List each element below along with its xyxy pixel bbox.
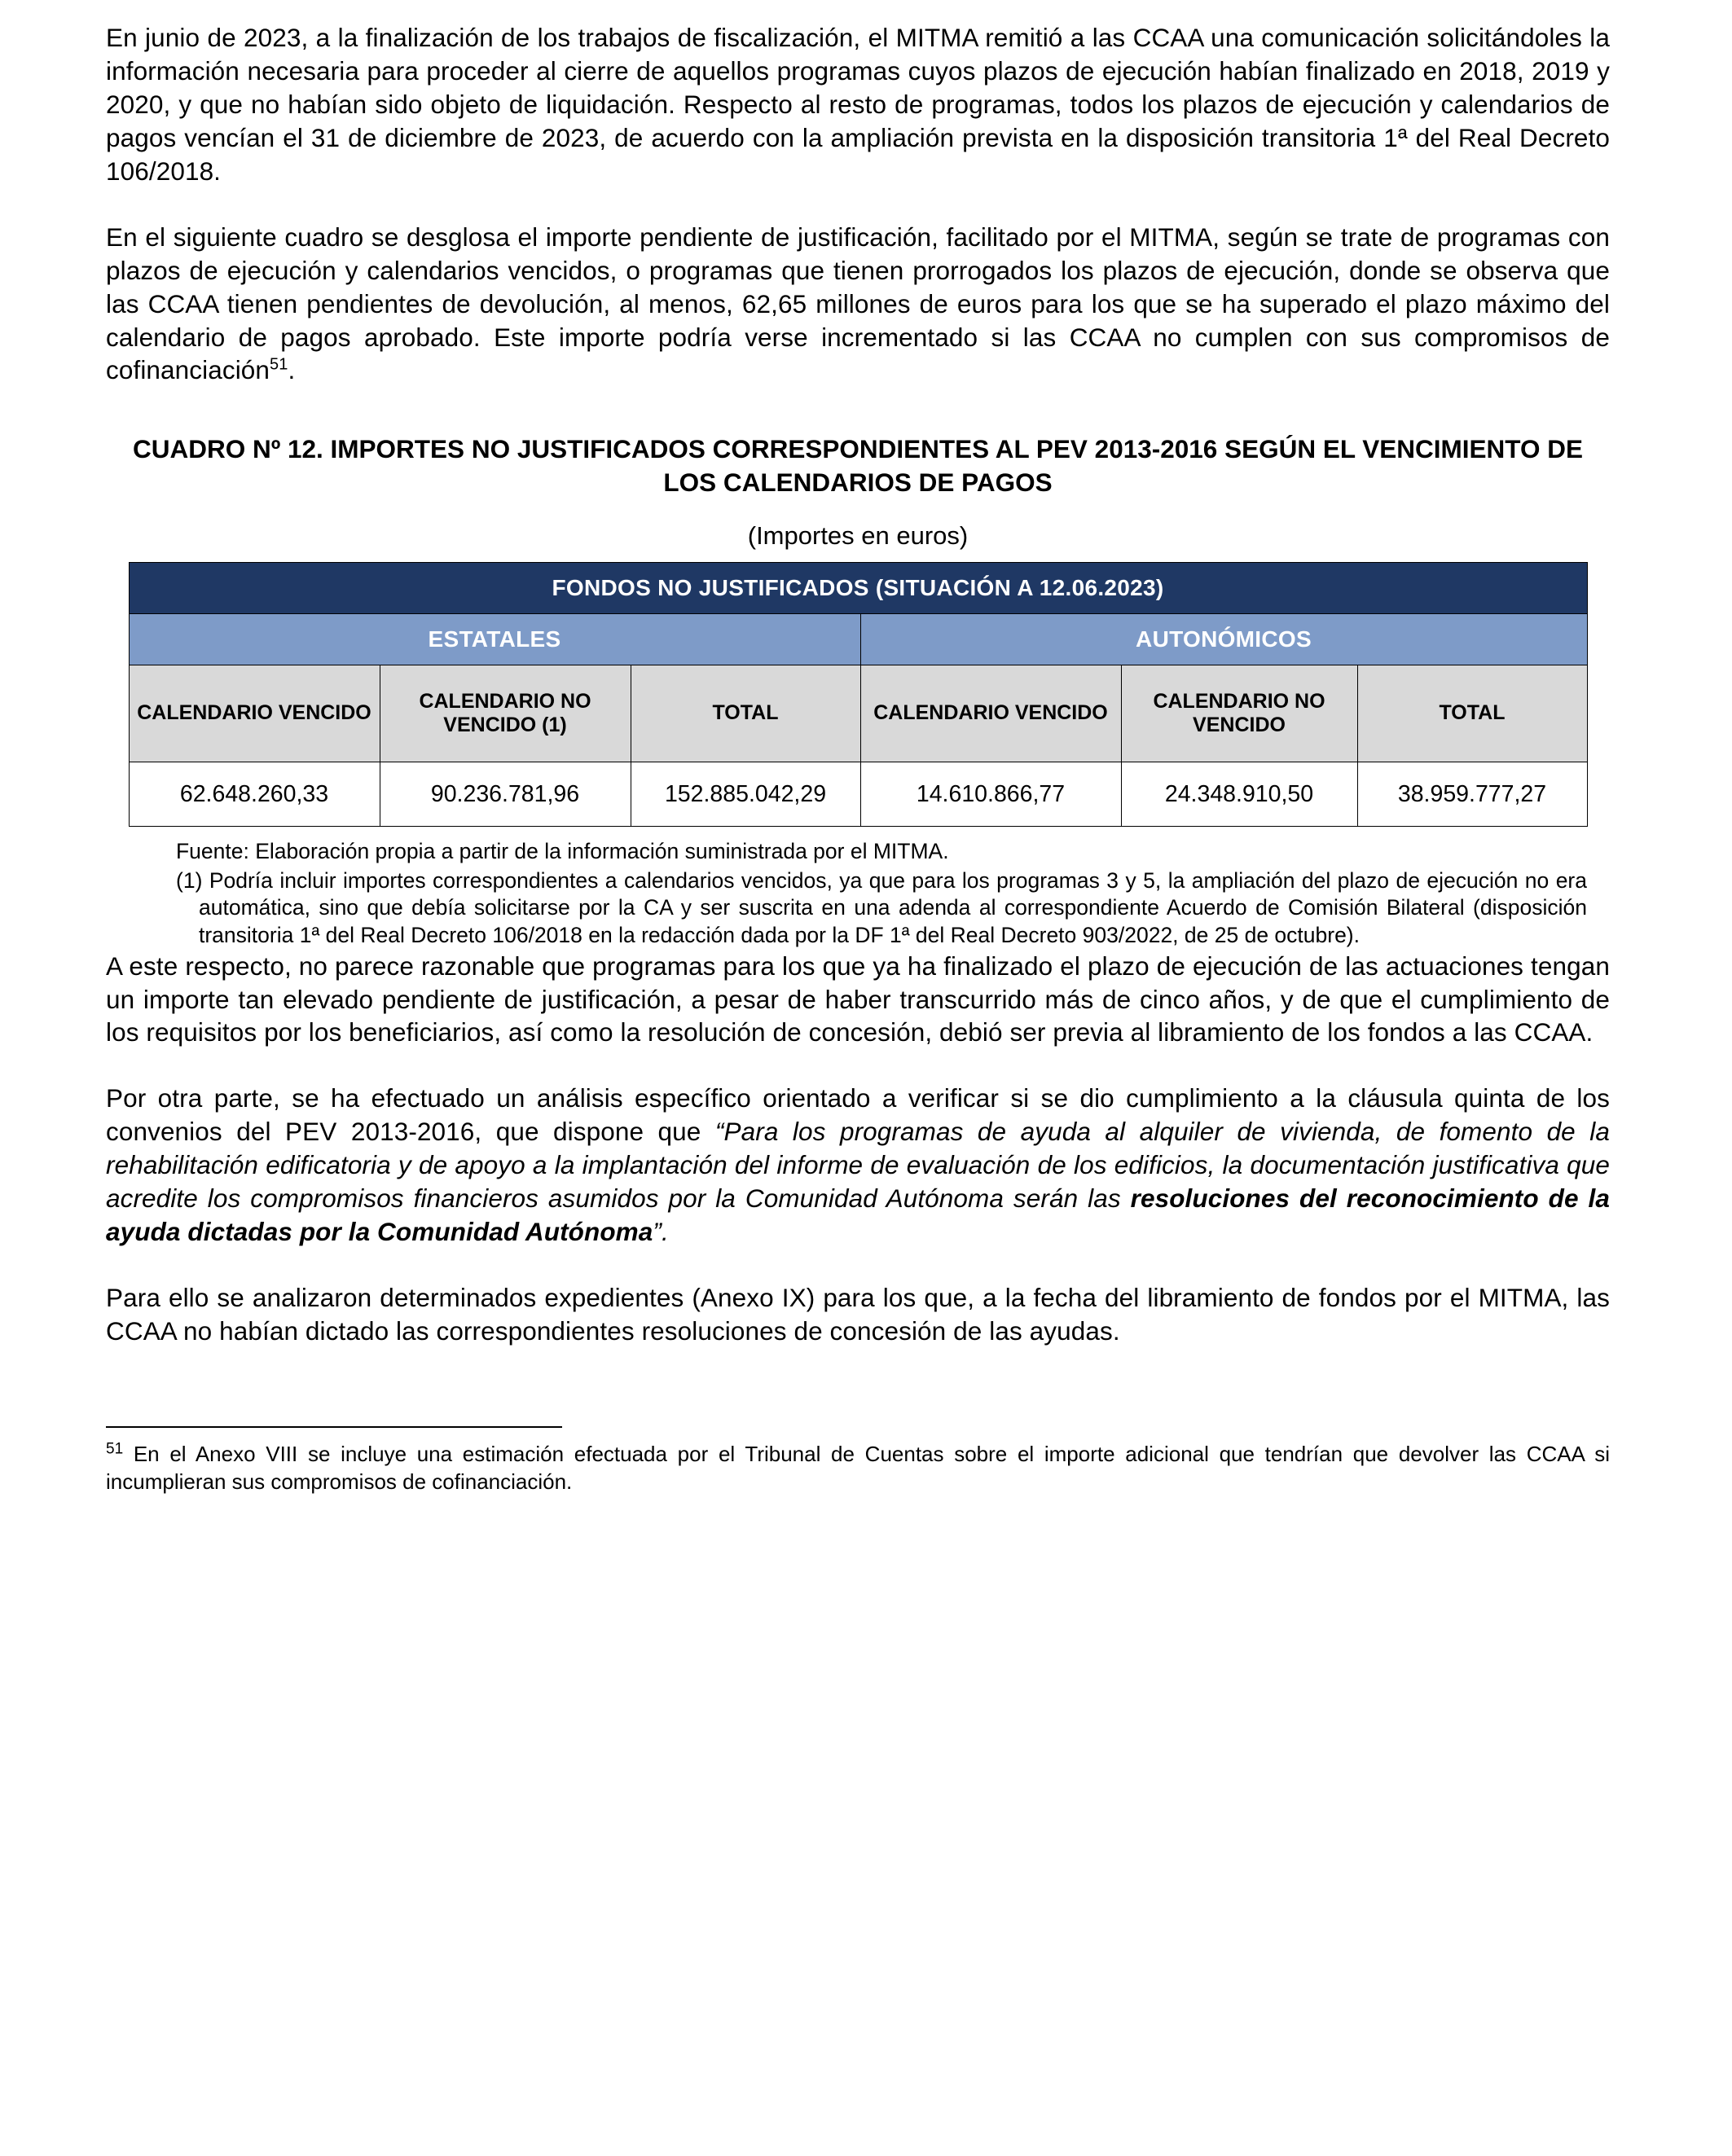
column-header-estatal-total: TOTAL: [631, 665, 860, 762]
column-header-autonomico-total: TOTAL: [1357, 665, 1587, 762]
group-header-estatales: ESTATALES: [129, 614, 860, 665]
table-row: [129, 762, 1587, 827]
column-header-estatal-vencido: CALENDARIO VENCIDO: [129, 665, 380, 762]
fondos-no-justificados-table: [129, 562, 1588, 827]
footnote-section: [106, 1426, 1610, 1496]
footnote-separator: [106, 1426, 562, 1428]
column-header-autonomico-no-vencido: CALENDARIO NO VENCIDO: [1121, 665, 1357, 762]
paragraph-4-quote-end: ”.: [653, 1217, 669, 1247]
column-header-autonomico-vencido: CALENDARIO VENCIDO: [860, 665, 1121, 762]
table-title: CUADRO Nº 12. IMPORTES NO JUSTIFICADOS CORRESPONDIENTES AL PEV 2013-2016 SEGÚN EL VENCIMIENTO DE LOS CALENDARIOS DE PAGOS: [133, 434, 1583, 497]
value-estatal-total: 152.885.042,29: [631, 762, 860, 827]
group-header-autonomicos: AUTONÓMICOS: [860, 614, 1587, 665]
table-source-note: Fuente: Elaboración propia a partir de la información suministrada por el MITMA.: [176, 839, 949, 863]
paragraph-4-quote: “Para los programas de ayuda al alquiler de vivienda, de fomento de la rehabilitación edificatoria y de apoyo a la implantación del informe de evaluación de los edificios, la documentación justificativa que acredite los compromisos financieros asumidos por la Comunidad Autónoma serán las: [106, 1117, 1610, 1214]
value-estatal-no-vencido: 90.236.781,96: [380, 762, 631, 827]
footnote-body: En el Anexo VIII se incluye una estimación efectuada por el Tribunal de Cuentas sobre el importe adicional que tendrían que devolver las CCAA si incumplieran sus compromisos de cofinanciación.: [106, 1441, 1610, 1494]
value-estatal-vencido: 62.648.260,33: [129, 762, 380, 827]
paragraph-4: [106, 1082, 1610, 1249]
table-header-row-main: [129, 563, 1587, 614]
table-note-1: (1) Podría incluir importes correspondientes a calendarios vencidos, ya que para los programas 3 y 5, la ampliación del plazo de ejecución no era automática, sino que debía solicitarse por la CA y ser suscrita en una adenda al correspondiente Acuerdo de Comisión Bilateral (disposición transitoria 1ª del Real Decreto 106/2018 en la redacción dada por la DF 1ª del Real Decreto 903/2022, de 25 de octubre).: [176, 867, 1587, 947]
footnote-marker: 51: [106, 1440, 124, 1458]
table-header-row-groups: [129, 614, 1587, 665]
footnote-51: [106, 1441, 1610, 1496]
paragraph-1: En junio de 2023, a la finalización de los trabajos de fiscalización, el MITMA remitió a las CCAA una comunicación solicitándoles la información necesaria para proceder al cierre de aquellos programas cuyos plazos de ejecución habían finalizado en 2018, 2019 y 2020, y que no habían sido objeto de liquidación. Respecto al resto de programas, todos los plazos de ejecución y calendarios de pagos vencían el 31 de diciembre de 2023, de acuerdo con la ampliación prevista en la disposición transitoria 1ª del Real Decreto 106/2018.: [106, 23, 1610, 186]
table-notes: [129, 838, 1587, 950]
paragraph-5: Para ello se analizaron determinados expedientes (Anexo IX) para los que, a la fecha del libramiento de fondos por el MITMA, las CCAA no habían dictado las correspondientes resoluciones de concesión de las ayudas.: [106, 1283, 1610, 1346]
value-autonomico-no-vencido: 24.348.910,50: [1121, 762, 1357, 827]
paragraph-3: A este respecto, no parece razonable que programas para los que ya ha finalizado el plazo de ejecución de las actuaciones tengan un importe tan elevado pendiente de justificación, a pesar de haber transcurrido más de cinco años, y de que el cumplimiento de los requisitos por los beneficiarios, así como la resolución de concesión, debió ser previa al libramiento de los fondos a las CCAA.: [106, 951, 1610, 1047]
paragraph-4-intro: Por otra parte, se ha efectuado un análisis específico orientado a verificar si se dio cumplimiento a la cláusula quinta de los convenios del PEV 2013-2016, que dispone que: [106, 1083, 1610, 1147]
paragraph-2-text: En el siguiente cuadro se desglosa el importe pendiente de justificación, facilitado por el MITMA, según se trate de programas con plazos de ejecución y calendarios vencidos, o programas que tienen prorrogados los plazos de ejecución, donde se observa que las CCAA tienen pendientes de devolución, al menos, 62,65 millones de euros para los que se ha superado el plazo máximo del calendario de pagos aprobado. Este importe podría verse incrementado si las CCAA no cumplen con sus compromisos de cofinanciación: [106, 222, 1610, 385]
column-header-estatal-no-vencido: CALENDARIO NO VENCIDO (1): [380, 665, 631, 762]
footnote-reference-51: 51: [270, 355, 288, 374]
table-header-row-columns: [129, 665, 1587, 762]
value-autonomico-vencido: 14.610.866,77: [860, 762, 1121, 827]
paragraph-4-quote-emphasis: resoluciones del reconocimiento de la ayuda dictadas por la Comunidad Autónoma: [106, 1183, 1610, 1247]
paragraph-2-tail: .: [288, 355, 296, 385]
paragraph-2: [106, 221, 1610, 388]
value-autonomico-total: 38.959.777,27: [1357, 762, 1587, 827]
table-main-header: FONDOS NO JUSTIFICADOS (SITUACIÓN A 12.06.2023): [129, 563, 1587, 614]
table-subtitle: (Importes en euros): [747, 521, 969, 550]
